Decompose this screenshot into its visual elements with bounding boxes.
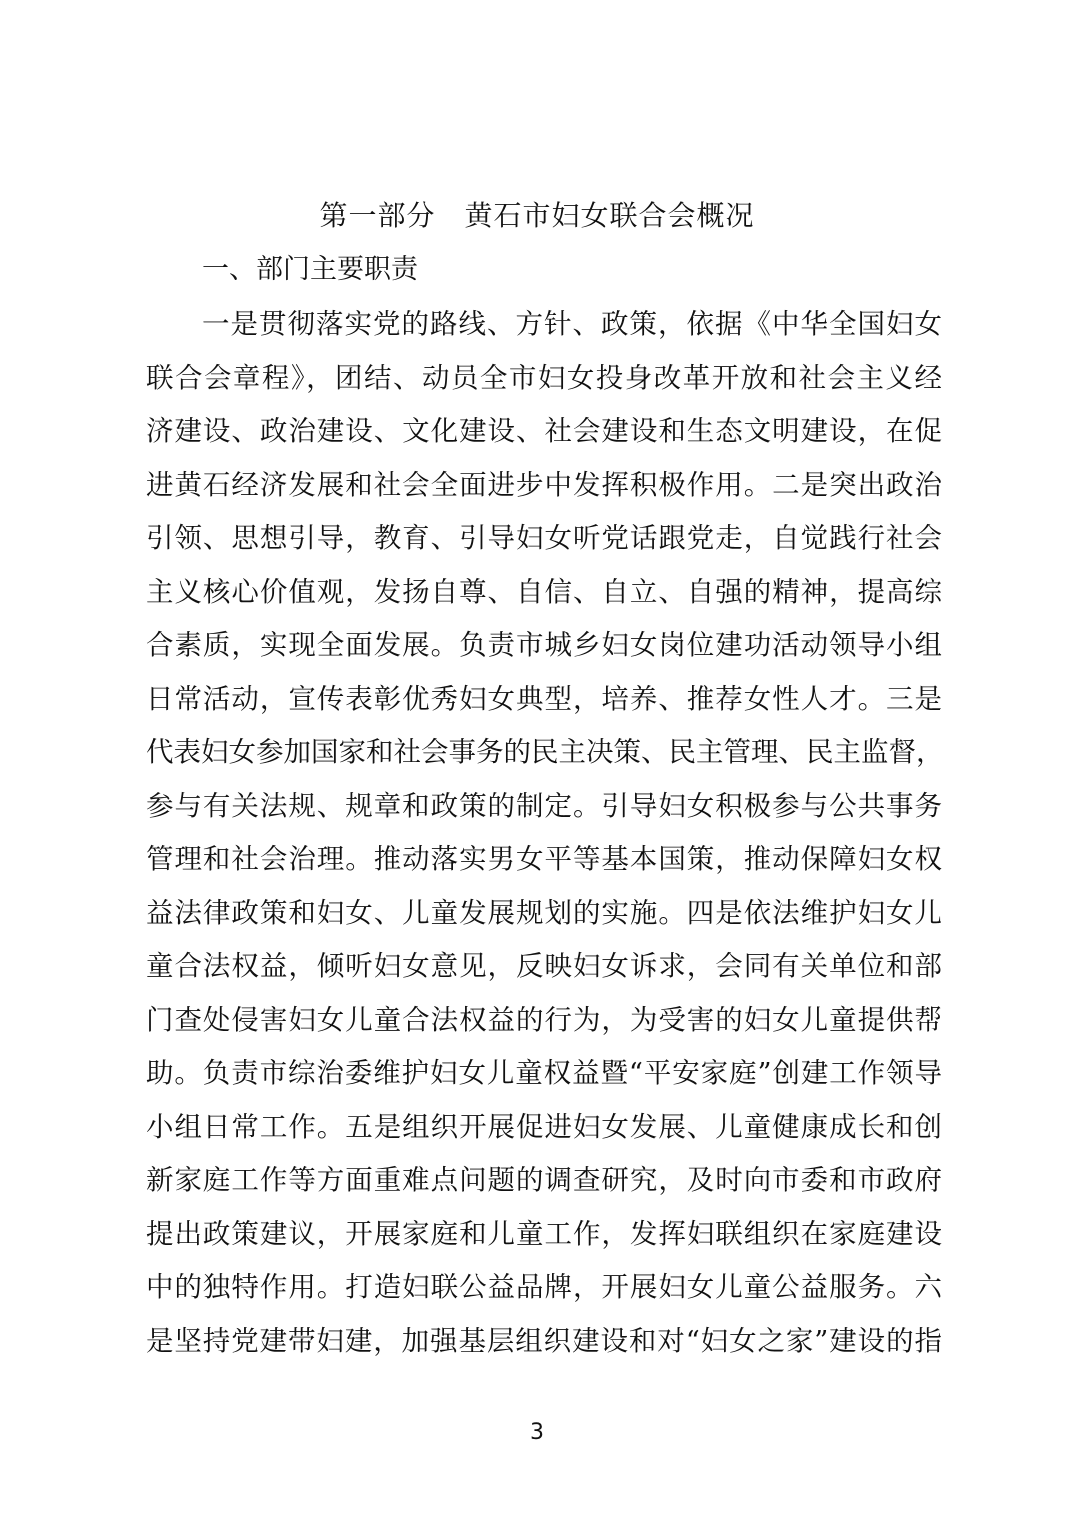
paragraph-line: 门查处侵害妇女儿童合法权益的行为，为受害的妇女儿童提供帮 — [146, 1003, 942, 1036]
paragraph-line: 是坚持党建带妇建，加强基层组织建设和对“妇女之家”建设的指 — [146, 1324, 942, 1357]
paragraph-line: 童合法权益，倾听妇女意见，反映妇女诉求，会同有关单位和部 — [146, 950, 942, 982]
paragraph-line: 进黄石经济发展和社会全面进步中发挥积极作用。二是突出政治 — [146, 468, 942, 501]
paragraph-line: 参与有关法规、规章和政策的制定。引导妇女积极参与公共事务 — [146, 789, 942, 822]
paragraph-line: 助。负责市综治委维护妇女儿童权益暨“平安家庭”创建工作领导 — [146, 1057, 942, 1089]
paragraph-line: 引领、思想引导，教育、引导妇女听党话跟党走，自觉践行社会 — [146, 522, 942, 554]
paragraph-line: 益法律政策和妇女、儿童发展规划的实施。四是依法维护妇女儿 — [146, 896, 942, 929]
paragraph-line: 小组日常工作。五是组织开展促进妇女发展、儿童健康成长和创 — [146, 1110, 942, 1143]
paragraph-line: 一是贯彻落实党的路线、方针、政策，依据《中华全国妇女 — [202, 308, 942, 340]
paragraph-line: 新家庭工作等方面重难点问题的调查研究，及时向市委和市政府 — [146, 1164, 942, 1196]
paragraph-line: 代表妇女参加国家和社会事务的民主决策、民主管理、民主监督， — [146, 736, 944, 768]
page-number: 3 — [530, 1420, 544, 1445]
paragraph-line: 主义核心价值观，发扬自尊、自信、自立、自强的精神，提高综 — [146, 575, 942, 608]
paragraph-line: 济建设、政治建设、文化建设、社会建设和生态文明建设，在促 — [146, 415, 942, 447]
paragraph-line: 日常活动，宣传表彰优秀妇女典型，培养、推荐女性人才。三是 — [146, 682, 942, 715]
section-heading: 一、部门主要职责 — [202, 254, 418, 285]
body-paragraph — [146, 298, 946, 1368]
paragraph-line: 联合会章程》，团结、动员全市妇女投身改革开放和社会主义经 — [146, 361, 942, 394]
paragraph-line: 管理和社会治理。推动落实男女平等基本国策，推动保障妇女权 — [146, 843, 942, 875]
paragraph-line: 提出政策建议，开展家庭和儿童工作，发挥妇联组织在家庭建设 — [146, 1217, 942, 1250]
page-title: 第一部分 黄石市妇女联合会概况 — [319, 199, 755, 232]
paragraph-line: 中的独特作用。打造妇联公益品牌，开展妇女儿童公益服务。六 — [146, 1271, 942, 1303]
paragraph-line: 合素质，实现全面发展。负责市城乡妇女岗位建功活动领导小组 — [146, 629, 942, 661]
